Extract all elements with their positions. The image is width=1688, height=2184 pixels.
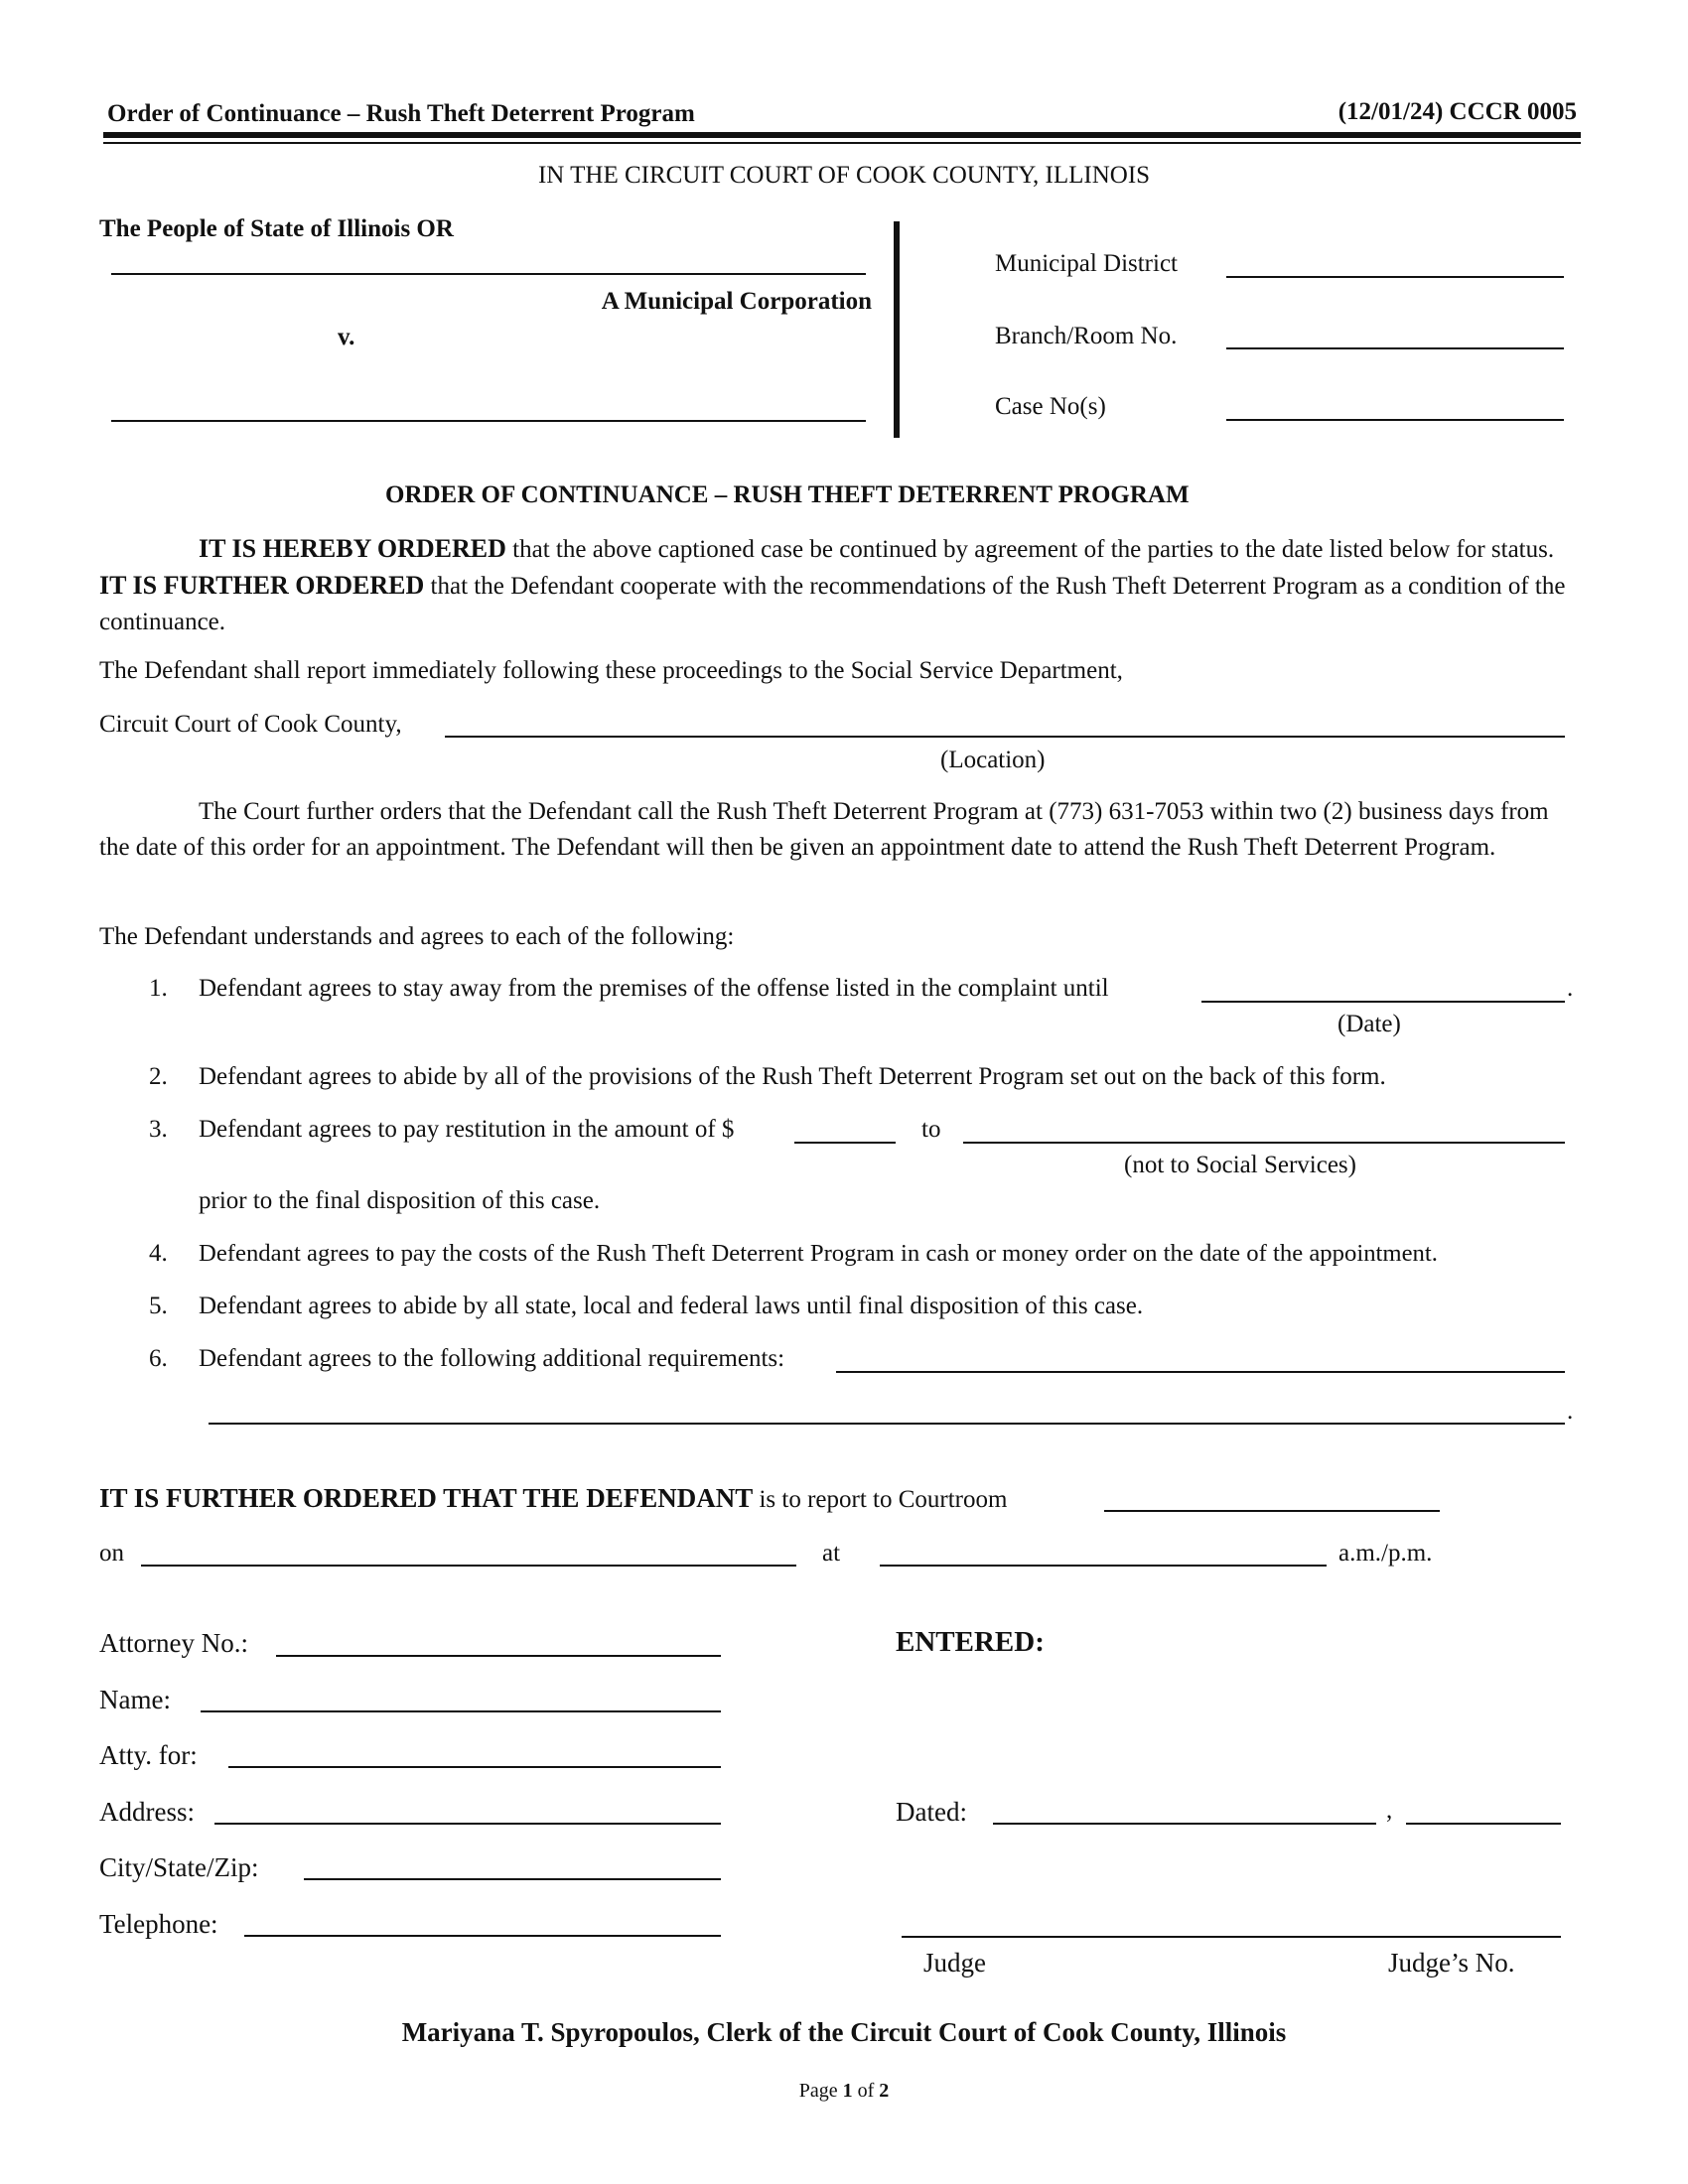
attorney-no-label: Attorney No.: — [99, 1628, 248, 1658]
judge-signature-line — [902, 1936, 1561, 1938]
item-2-text: Defendant agrees to abide by all of the provisions of the Rush Theft Deterrent Program set out on the back of this form. — [199, 1063, 1386, 1090]
branch-room-label: Branch/Room No. — [995, 323, 1178, 349]
municipal-district-field[interactable] — [1226, 252, 1564, 278]
municipal-corporation-label: A Municipal Corporation — [601, 288, 872, 315]
judge-label: Judge — [923, 1948, 986, 1978]
judge-no-label: Judge’s No. — [1388, 1948, 1515, 1978]
item-3-to: to — [921, 1116, 941, 1143]
name-label: Name: — [99, 1685, 171, 1714]
court-title: IN THE CIRCUIT COURT OF COOK COUNTY, ILLINOIS — [537, 162, 1151, 189]
header-rule-thin — [103, 142, 1581, 144]
atty-for-label: Atty. for: — [99, 1740, 198, 1770]
item-5-number: 5. — [149, 1293, 168, 1319]
further-ordered-bold: IT IS FURTHER ORDERED — [99, 571, 425, 600]
address-field[interactable] — [214, 1799, 721, 1825]
court-date-field[interactable] — [141, 1541, 796, 1567]
page-current: 1 — [842, 2080, 853, 2102]
dated-comma: , — [1386, 1797, 1393, 1824]
caption-divider — [894, 221, 900, 438]
versus-label: v. — [338, 324, 355, 350]
item-4-number: 4. — [149, 1240, 168, 1267]
plaintiff-name-field[interactable] — [111, 249, 866, 275]
on-label: on — [99, 1540, 124, 1567]
item-1-period: . — [1567, 975, 1574, 1002]
location-field[interactable] — [445, 712, 1565, 738]
atty-for-field[interactable] — [228, 1742, 721, 1768]
page-number — [0, 2080, 1688, 2103]
item-1-number: 1. — [149, 975, 168, 1002]
courtroom-field[interactable] — [1104, 1486, 1440, 1512]
report-line: The Defendant shall report immediately following these proceedings to the Social Service Department, — [99, 657, 1123, 684]
additional-requirements-field-2[interactable] — [209, 1399, 1565, 1425]
location-caption: (Location) — [940, 747, 1046, 773]
ampm-label: a.m./p.m. — [1338, 1540, 1433, 1567]
address-label: Address: — [99, 1797, 195, 1827]
clerk-line: Mariyana T. Spyropoulos, Clerk of the Circuit Court of Cook County, Illinois — [401, 2017, 1287, 2047]
telephone-field[interactable] — [244, 1911, 721, 1937]
item-1-text: Defendant agrees to stay away from the premises of the offense listed in the complaint until — [199, 975, 1109, 1002]
header-rule-thick — [103, 132, 1581, 138]
not-social-services-caption: (not to Social Services) — [1124, 1152, 1356, 1178]
city-state-zip-field[interactable] — [304, 1854, 721, 1880]
dated-label: Dated: — [896, 1797, 967, 1827]
municipal-district-label: Municipal District — [995, 250, 1178, 277]
agrees-intro: The Defendant understands and agrees to each of the following: — [99, 923, 735, 950]
telephone-label: Telephone: — [99, 1909, 218, 1939]
form-title: Order of Continuance – Rush Theft Deterrent Program — [107, 100, 695, 127]
hereby-ordered-text: that the above captioned case be continued by agreement of the parties to the date listed below for status. — [505, 536, 1555, 563]
further-ordered-text: that the Defendant cooperate with the recommendations of the Rush Theft Deterrent Program as a condition of the continuance. — [99, 573, 1566, 635]
call-paragraph: The Court further orders that the Defendant call the Rush Theft Deterrent Program at (773) 631-7053 within two (2) business days from the date of this order for an appointment. The Defendant will then be given an appointment date to attend the Rush Theft Deterrent Program. — [99, 798, 1549, 861]
item-4-text: Defendant agrees to pay the costs of the Rush Theft Deterrent Program in cash or money order on the date of the appointment. — [199, 1240, 1438, 1267]
case-no-label: Case No(s) — [995, 393, 1106, 420]
item-2-number: 2. — [149, 1063, 168, 1090]
plaintiff-label: The People of State of Illinois OR — [99, 215, 454, 242]
hereby-ordered-bold: IT IS HEREBY ORDERED — [199, 534, 506, 563]
case-no-field[interactable] — [1226, 395, 1564, 421]
entered-label: ENTERED: — [896, 1626, 1045, 1658]
prior-final-text: prior to the final disposition of this case. — [199, 1187, 601, 1214]
attorney-name-field[interactable] — [201, 1687, 721, 1712]
item-5-text: Defendant agrees to abide by all state, local and federal laws until final disposition of this case. — [199, 1293, 1144, 1319]
page-total: 2 — [879, 2080, 890, 2102]
item-6-period: . — [1567, 1398, 1574, 1425]
dated-year-field[interactable] — [1406, 1799, 1561, 1825]
restitution-payee-field[interactable] — [963, 1118, 1565, 1144]
page-of: of — [852, 2080, 880, 2102]
additional-requirements-field-1[interactable] — [836, 1347, 1565, 1373]
stay-away-date-field[interactable] — [1201, 977, 1565, 1003]
dated-field[interactable] — [993, 1799, 1376, 1825]
order-title: ORDER OF CONTINUANCE – RUSH THEFT DETERRENT PROGRAM — [385, 481, 1190, 508]
defendant-name-field[interactable] — [111, 396, 866, 422]
item-6-text: Defendant agrees to the following additional requirements: — [199, 1345, 785, 1372]
court-time-field[interactable] — [880, 1541, 1327, 1567]
item-3-number: 3. — [149, 1116, 168, 1143]
report-courtroom-text: is to report to Courtroom — [753, 1486, 1008, 1513]
further-ordered-line — [99, 1483, 1007, 1514]
item-3-text: Defendant agrees to pay restitution in the amount of $ — [199, 1116, 735, 1143]
restitution-amount-field[interactable] — [794, 1118, 896, 1144]
circuit-court-label: Circuit Court of Cook County, — [99, 711, 402, 738]
date-caption: (Date) — [1337, 1011, 1401, 1037]
at-label: at — [822, 1540, 841, 1567]
item-6-number: 6. — [149, 1345, 168, 1372]
further-ordered-defendant-bold: IT IS FURTHER ORDERED THAT THE DEFENDANT — [99, 1483, 754, 1513]
form-code: (12/01/24) CCCR 0005 — [1337, 98, 1577, 125]
city-state-zip-label: City/State/Zip: — [99, 1852, 259, 1882]
branch-room-field[interactable] — [1226, 324, 1564, 349]
page-prefix: Page — [798, 2080, 843, 2102]
attorney-no-field[interactable] — [276, 1631, 721, 1657]
order-paragraph — [99, 531, 1569, 640]
